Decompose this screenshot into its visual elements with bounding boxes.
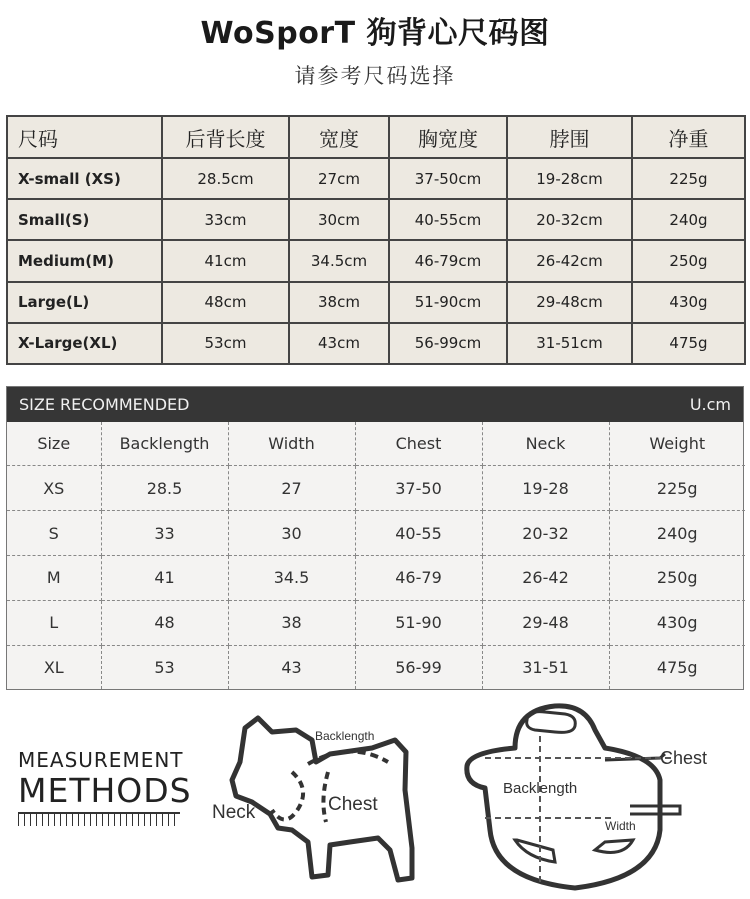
measurement-methods-label xyxy=(18,748,192,826)
neck-line xyxy=(272,772,303,820)
en-table-cell: 430g xyxy=(609,600,745,645)
vest-chest-label: Chest xyxy=(660,748,708,768)
en-table-cell: 37-50 xyxy=(355,466,482,511)
page-subtitle: 请参考尺码选择 xyxy=(294,64,456,88)
cn-table-cell: Medium(M) xyxy=(7,240,162,281)
en-table-row xyxy=(7,645,745,689)
cn-table-cell: X-small (XS) xyxy=(7,158,162,199)
cn-table-cell: 46-79cm xyxy=(389,240,507,281)
en-table-cell: M xyxy=(7,555,101,600)
en-table-cell: XS xyxy=(7,466,101,511)
cn-table-row xyxy=(7,158,745,199)
methods-line2: METHODS xyxy=(18,771,192,810)
en-header-cell: Chest xyxy=(355,422,482,466)
cn-table-row xyxy=(7,199,745,240)
dog-neck-label: Neck xyxy=(212,802,256,823)
cn-table-cell: 27cm xyxy=(289,158,389,199)
cn-header-cell: 胸宽度 xyxy=(389,116,507,158)
cn-table-cell: 240g xyxy=(632,199,745,240)
cn-header-cell: 后背长度 xyxy=(162,116,289,158)
en-header-cell: Size xyxy=(7,422,101,466)
cn-header-cell: 尺码 xyxy=(7,116,162,158)
cn-header-cell: 脖围 xyxy=(507,116,632,158)
en-table-cell: 51-90 xyxy=(355,600,482,645)
cn-header-cell: 宽度 xyxy=(289,116,389,158)
en-header-cell: Neck xyxy=(482,422,609,466)
cn-table-cell: 43cm xyxy=(289,323,389,364)
vest-backlength-label: Backlength xyxy=(503,780,578,797)
cn-table-row xyxy=(7,323,745,364)
cn-table-cell: 29-48cm xyxy=(507,282,632,323)
en-header-row xyxy=(7,422,745,466)
cn-table-cell: 37-50cm xyxy=(389,158,507,199)
en-table-cell: 28.5 xyxy=(101,466,228,511)
en-table-cell: 27 xyxy=(228,466,355,511)
size-table-english xyxy=(7,422,745,689)
en-table-cell: 26-42 xyxy=(482,555,609,600)
cn-table-cell: 30cm xyxy=(289,199,389,240)
en-table-cell: 46-79 xyxy=(355,555,482,600)
dog-measurement-diagram xyxy=(200,710,450,895)
vest-measurement-diagram xyxy=(455,700,745,895)
en-header-cell: Weight xyxy=(609,422,745,466)
methods-line1: MEASUREMENT xyxy=(18,748,184,772)
en-table-row xyxy=(7,555,745,600)
cn-table-cell: 33cm xyxy=(162,199,289,240)
en-header-cell: Backlength xyxy=(101,422,228,466)
en-table-cell: 475g xyxy=(656,657,698,677)
cn-table-row xyxy=(7,282,745,323)
size-recommended-panel xyxy=(6,386,744,690)
cn-table-cell: 40-55cm xyxy=(389,199,507,240)
cn-table-cell: 430g xyxy=(632,282,745,323)
en-table-cell: 56-99 xyxy=(355,645,482,689)
cn-table-cell: Small(S) xyxy=(7,199,162,240)
en-table-cell: 40-55 xyxy=(355,511,482,556)
cn-table-cell: 41cm xyxy=(162,240,289,281)
en-table-cell: 34.5 xyxy=(228,555,355,600)
cn-header-row xyxy=(7,116,745,158)
cn-table-row xyxy=(7,240,745,281)
dog-chest-label: Chest xyxy=(328,794,378,815)
en-table-cell: L xyxy=(7,600,101,645)
en-table-cell: 53 xyxy=(101,645,228,689)
en-table-row xyxy=(7,600,745,645)
ruler-icon xyxy=(18,812,180,826)
cn-table-cell: 225g xyxy=(632,158,745,199)
cn-table-cell: 34.5cm xyxy=(289,240,389,281)
en-table-cell: 19-28 xyxy=(482,466,609,511)
cn-table-cell: X-Large(XL) xyxy=(7,323,162,364)
en-table-cell: 41 xyxy=(101,555,228,600)
cn-header-cell: 净重 xyxy=(632,116,745,158)
vest-handle-icon xyxy=(527,712,576,733)
vest-width-strap xyxy=(630,806,680,814)
en-table-cell: 43 xyxy=(228,645,355,689)
en-table-cell: 250g xyxy=(609,555,745,600)
cn-table-cell: Large(L) xyxy=(7,282,162,323)
page-title: WoSporT 狗背心尺码图 xyxy=(200,16,550,51)
size-recommended-header xyxy=(7,387,743,422)
en-table-cell: 33 xyxy=(101,511,228,556)
size-recommended-title: SIZE RECOMMENDED xyxy=(19,395,190,414)
en-table-cell: 38 xyxy=(228,600,355,645)
cn-table-cell: 20-32cm xyxy=(507,199,632,240)
en-table-cell: 225g xyxy=(609,466,745,511)
cn-table-cell: 250g xyxy=(632,240,745,281)
en-table-row xyxy=(7,511,745,556)
cn-table-cell: 51-90cm xyxy=(389,282,507,323)
dog-backlength-label: Backlength xyxy=(315,729,375,743)
en-table-cell: 240g xyxy=(609,511,745,556)
cn-table-cell: 56-99cm xyxy=(389,323,507,364)
cn-table-cell: 53cm xyxy=(162,323,289,364)
cn-table-cell: 26-42cm xyxy=(507,240,632,281)
cn-table-cell: 38cm xyxy=(289,282,389,323)
en-table-cell: XL xyxy=(7,645,101,689)
vest-leg-hole-icon xyxy=(515,840,633,862)
cn-table-cell: 28.5cm xyxy=(162,158,289,199)
en-header-cell: Width xyxy=(228,422,355,466)
unit-label: U.cm xyxy=(689,395,731,414)
en-table-cell: S xyxy=(7,511,101,556)
en-table-cell: 29-48 xyxy=(482,600,609,645)
en-table-cell: 31-51 xyxy=(482,645,609,689)
en-table-row xyxy=(7,466,745,511)
en-table-cell: 48 xyxy=(101,600,228,645)
en-table-cell: 30 xyxy=(228,511,355,556)
cn-table-cell: 475g xyxy=(632,323,745,364)
en-table-cell: 20-32 xyxy=(482,511,609,556)
cn-table-cell: 48cm xyxy=(162,282,289,323)
vest-width-label: Width xyxy=(605,819,636,833)
size-table-chinese xyxy=(6,115,746,365)
cn-table-cell: 31-51cm xyxy=(507,323,632,364)
cn-table-cell: 19-28cm xyxy=(507,158,632,199)
